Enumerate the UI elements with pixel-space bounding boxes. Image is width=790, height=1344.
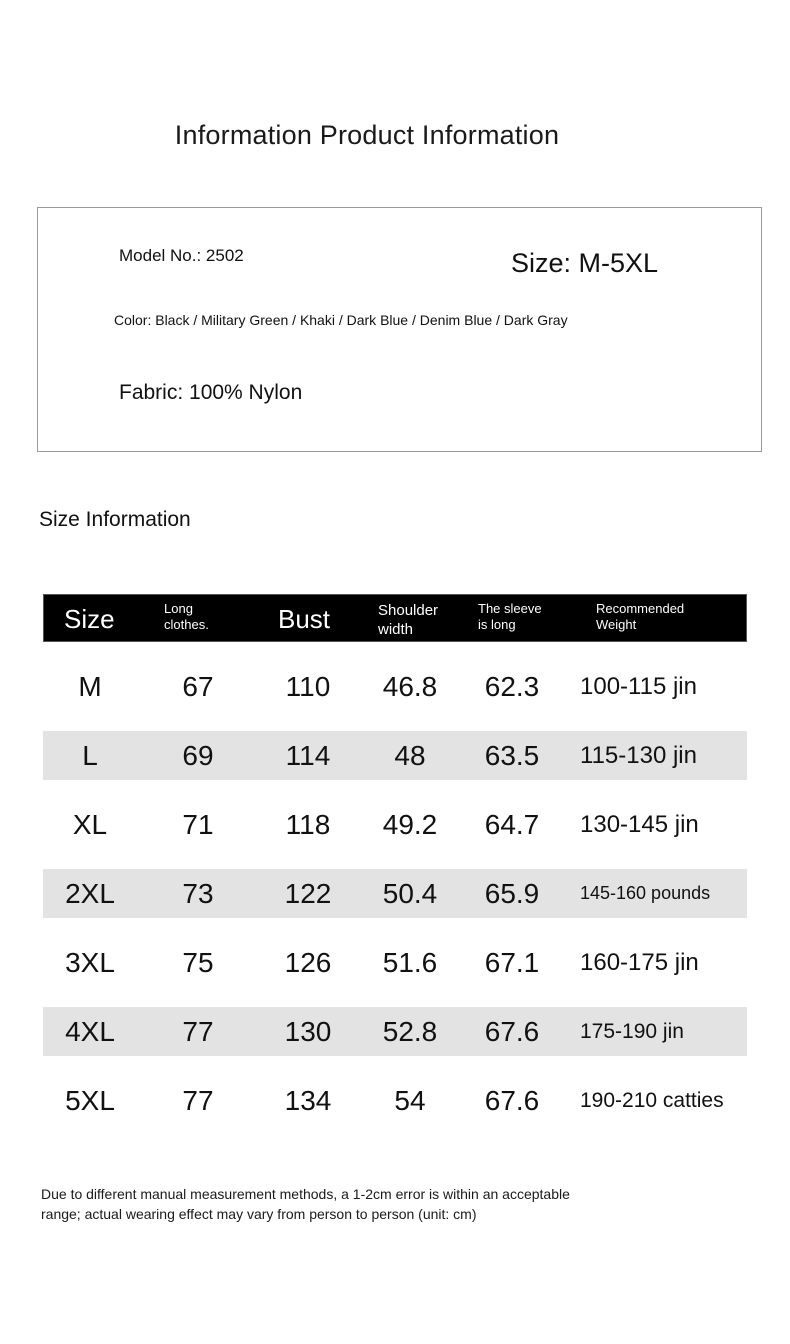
- model-number: Model No.: 2502: [119, 246, 244, 265]
- header-sleeve-line1: The sleeve: [478, 601, 542, 616]
- cell-weight: 115-130 jin: [580, 742, 697, 769]
- cell-shoulder: 48: [394, 740, 426, 771]
- size-table: [43, 594, 747, 1125]
- header-size: Size: [64, 604, 115, 634]
- cell-length: 77: [182, 1085, 214, 1116]
- cell-sleeve: 62.3: [484, 671, 540, 702]
- cell-bust: 110: [285, 671, 331, 702]
- cell-weight: 190-210 catties: [580, 1089, 724, 1112]
- cell-length: 77: [182, 1016, 214, 1047]
- cell-size: XL: [72, 809, 108, 840]
- cell-length: 73: [182, 878, 214, 909]
- cell-bust: 126: [284, 947, 332, 978]
- cell-size: 5XL: [65, 1085, 115, 1116]
- cell-length: 71: [182, 809, 214, 840]
- cell-weight: 130-145 jin: [580, 811, 699, 838]
- cell-length: 69: [182, 740, 214, 771]
- table-row: [43, 731, 747, 780]
- cell-sleeve: 67.1: [484, 947, 540, 978]
- cell-sleeve: 67.6: [484, 1085, 540, 1116]
- header-weight: [596, 601, 684, 634]
- cell-bust: 118: [285, 809, 331, 840]
- header-bust: Bust: [278, 604, 331, 634]
- cell-shoulder: 51.6: [382, 947, 438, 978]
- note-line-2: range; actual wearing effect may vary from person to person (unit: cm): [41, 1206, 477, 1222]
- table-row: [43, 1076, 747, 1125]
- cell-sleeve: 67.6: [484, 1016, 540, 1047]
- header-shoulder-line2: width: [378, 620, 414, 638]
- size-range: Size: M-5XL: [511, 248, 659, 278]
- cell-size: 3XL: [65, 947, 115, 978]
- cell-size: 4XL: [65, 1016, 115, 1047]
- cell-shoulder: 49.2: [382, 809, 438, 840]
- cell-length: 67: [182, 671, 214, 702]
- cell-bust: 114: [285, 740, 331, 771]
- cell-weight: 100-115 jin: [580, 673, 697, 700]
- cell-shoulder: 54: [394, 1085, 426, 1116]
- cell-shoulder: 50.4: [382, 878, 438, 909]
- cell-length: 75: [182, 947, 214, 978]
- note-line-1: Due to different manual measurement methods, a 1-2cm error is within an acceptable: [41, 1186, 570, 1202]
- cell-size: L: [82, 740, 98, 771]
- cell-weight: 175-190 jin: [580, 1020, 684, 1043]
- cell-sleeve: 64.7: [484, 809, 540, 840]
- measurement-note: [41, 1184, 641, 1224]
- cell-weight: 145-160 pounds: [580, 883, 711, 903]
- header-sleeve: [478, 601, 542, 634]
- header-length-line2: clothes.: [164, 617, 209, 633]
- cell-size: 2XL: [65, 878, 115, 909]
- table-row: [43, 662, 747, 711]
- header-weight-line1: Recommended: [596, 601, 685, 616]
- header-weight-line2: Weight: [596, 617, 637, 633]
- header-length: [164, 601, 209, 634]
- cell-bust: 122: [284, 878, 332, 909]
- cell-shoulder: 46.8: [382, 671, 438, 702]
- header-sleeve-line2: is long: [478, 617, 516, 633]
- cell-shoulder: 52.8: [382, 1016, 438, 1047]
- cell-bust: 130: [284, 1016, 332, 1047]
- product-info-box: [37, 207, 762, 452]
- cell-size: M: [78, 671, 102, 702]
- header-shoulder-line1: Shoulder: [378, 602, 439, 619]
- header-length-line1: Long: [164, 601, 193, 616]
- size-section-title: Size Information: [39, 508, 191, 531]
- header-shoulder: [378, 602, 438, 640]
- cell-sleeve: 63.5: [484, 740, 540, 771]
- table-header: [43, 594, 747, 642]
- cell-weight: 160-175 jin: [580, 949, 699, 976]
- table-row: [43, 869, 747, 918]
- table-row: [43, 938, 747, 987]
- color-options: Color: Black / Military Green / Khaki / Dark Blue / Denim Blue / Dark Gray: [114, 312, 568, 328]
- cell-bust: 134: [284, 1085, 332, 1116]
- fabric-info: Fabric: 100% Nylon: [119, 381, 303, 404]
- page-title: Information Product Information: [174, 120, 560, 150]
- table-row: [43, 1007, 747, 1056]
- table-row: [43, 800, 747, 849]
- cell-sleeve: 65.9: [484, 878, 540, 909]
